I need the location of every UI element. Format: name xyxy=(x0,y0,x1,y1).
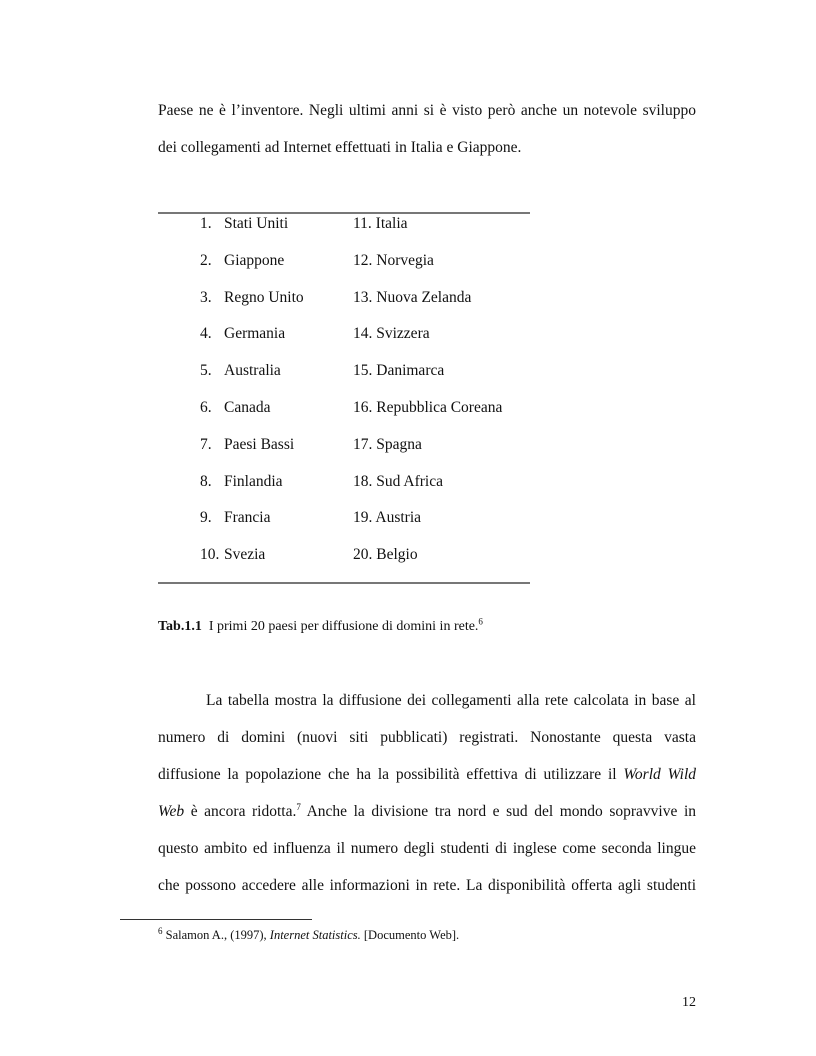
body-line-3-italic: World Wild xyxy=(623,766,697,783)
body-line-2: numero di domini (nuovi siti pubblicati) registrati. Nonostante questa vasta xyxy=(158,729,696,746)
table-country-entry: 20. Belgio xyxy=(353,546,418,563)
table-country-name: Giappone xyxy=(224,252,285,269)
body-line-4-text-b: Anche la divisione tra nord e sud del mondo sopravvive in xyxy=(300,803,697,820)
table-country-name: Paesi Bassi xyxy=(224,436,295,453)
table-country-entry: 18. Sud Africa xyxy=(353,473,443,490)
footnote-number: 6 xyxy=(158,925,163,936)
body-footnote-ref-7: 7 xyxy=(296,801,301,812)
table-country-name: Svezia xyxy=(224,546,266,563)
caption-label: Tab.1.1 xyxy=(158,619,202,634)
page-number: 12 xyxy=(682,995,696,1010)
body-line-1: La tabella mostra la diffusione dei collegamenti alla rete calcolata in base al xyxy=(206,692,696,709)
table-caption xyxy=(158,618,483,636)
intro-line-2: dei collegamenti ad Internet effettuati in Italia e Giappone. xyxy=(158,139,522,156)
table-rank-number: 5. xyxy=(200,362,212,379)
table-country-name: Canada xyxy=(224,399,271,416)
table-bottom-rule xyxy=(158,582,530,584)
footnote-text-a: Salamon A., (1997), xyxy=(162,928,270,942)
table-country-entry: 12. Norvegia xyxy=(353,252,434,269)
table-rank-number: 9. xyxy=(200,509,212,526)
table-country-entry: 13. Nuova Zelanda xyxy=(353,289,472,306)
intro-line-1: Paese ne è l’inventore. Negli ultimi anni si è visto però anche un notevole sviluppo xyxy=(158,102,696,119)
table-country-entry: 16. Repubblica Coreana xyxy=(353,399,503,416)
table-rank-number: 1. xyxy=(200,215,212,232)
table-country-entry: 19. Austria xyxy=(353,509,422,526)
table-country-name: Francia xyxy=(224,509,271,526)
table-country-name: Australia xyxy=(224,362,281,379)
table-rank-number: 4. xyxy=(200,325,212,342)
table-rank-number: 3. xyxy=(200,289,212,306)
body-line-4 xyxy=(158,802,696,822)
table-country-entry: 17. Spagna xyxy=(353,436,422,453)
table-country-entry: 14. Svizzera xyxy=(353,325,430,342)
table-rank-number: 7. xyxy=(200,436,212,453)
body-line-3-text: diffusione la popolazione che ha la possibilità effettiva di utilizzare il xyxy=(158,766,624,783)
footnote-title: Internet Statistics. xyxy=(269,928,361,942)
table-top-rule xyxy=(158,212,530,214)
table-rank-number: 10. xyxy=(200,546,220,563)
caption-footnote-ref: 6 xyxy=(478,616,483,627)
table-country-entry: 15. Danimarca xyxy=(353,362,445,379)
footnote-text-b: [Documento Web]. xyxy=(360,928,460,942)
table-country-name: Finlandia xyxy=(224,473,283,490)
table-country-entry: 11. Italia xyxy=(353,215,408,232)
table-rank-number: 6. xyxy=(200,399,212,416)
body-line-3 xyxy=(158,765,696,785)
table-country-name: Germania xyxy=(224,325,286,342)
body-line-6: che possono accedere alle informazioni in rete. La disponibilità offerta agli studenti xyxy=(158,877,696,894)
table-country-name: Regno Unito xyxy=(224,289,304,306)
body-line-4-italic: Web xyxy=(158,803,185,820)
body-line-4-text-a: è ancora ridotta. xyxy=(184,803,297,820)
body-line-5: questo ambito ed influenza il numero degli studenti di inglese come seconda lingue xyxy=(158,840,696,857)
table-country-name: Stati Uniti xyxy=(224,215,289,232)
footnote xyxy=(158,927,459,943)
table-rank-number: 8. xyxy=(200,473,212,490)
footnote-rule xyxy=(120,919,312,920)
caption-text: I primi 20 paesi per diffusione di domini in rete. xyxy=(208,619,479,634)
table-rank-number: 2. xyxy=(200,252,212,269)
